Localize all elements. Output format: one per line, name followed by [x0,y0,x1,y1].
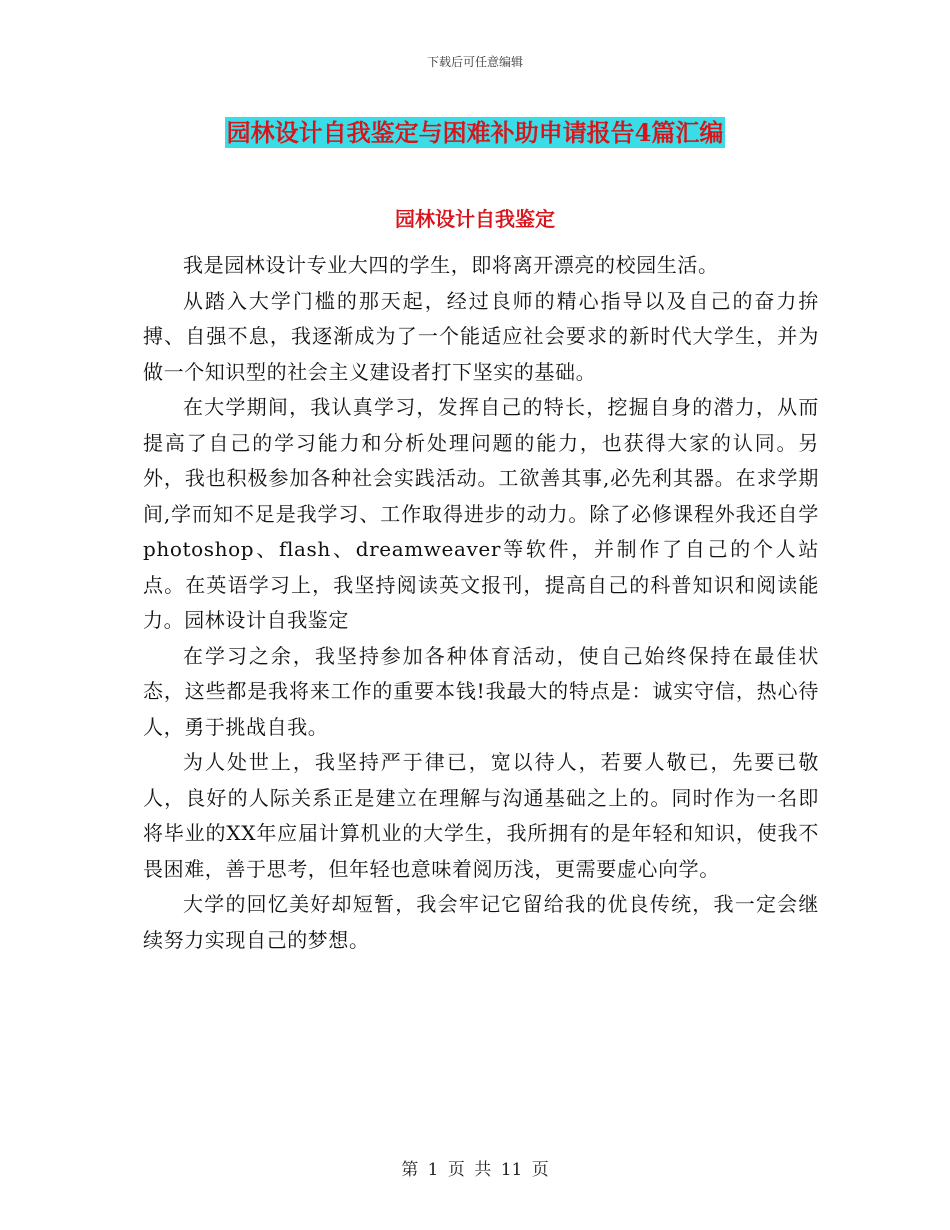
paragraph: 我是园林设计专业大四的学生，即将离开漂亮的校园生活。 [183,253,719,277]
body-text [143,248,819,958]
paragraph: 大学的回忆美好却短暂，我会牢记它留给我的优良传统，我一定会继续努力实现自己的梦想。 [143,892,819,952]
paragraph: 从踏入大学门槛的那天起，经过良师的精心指导以及自己的奋力拚搏、自强不息，我逐渐成为了一个能适应社会要求的新时代大学生，并为做一个知识型的社会主义建设者打下坚实的基础。 [143,288,819,384]
header-note: 下载后可任意编辑 [426,55,523,69]
section-title: 园林设计自我鉴定 [395,207,555,231]
paragraph: 为人处世上，我坚持严于律已，宽以待人，若要人敬已，先要已敬人，良好的人际关系正是建立在理解与沟通基础之上的。同时作为一名即将毕业的XX年应届计算机业的大学生，我所拥有的是年轻和知识，使我不畏困难，善于思考，但年轻也意味着阅历浅，更需要虚心向学。 [143,750,819,881]
document-title-text: 园林设计自我鉴定与困难补助申请报告4篇汇编 [226,118,724,147]
page-number: 第 1 页 共 11 页 [401,1160,549,1180]
paragraph: 在学习之余，我坚持参加各种体育活动，使自己始终保持在最佳状态，这些都是我将来工作的重要本钱!我最大的特点是：诚实守信，热心待人，勇于挑战自我。 [143,643,819,739]
document-title [0,113,950,148]
paragraph: 在大学期间，我认真学习，发挥自己的特长，挖掘自身的潜力，从而提高了自己的学习能力和分析处理问题的能力，也获得大家的认同。另外，我也积极参加各种社会实践活动。工欲善其事,必先利其器。在求学期间,学而知不足是我学习、工作取得进步的动力。除了必修课程外我还自学photoshop、flash、dreamweaver等软件，并制作了自己的个人站点。在英语学习上，我坚持阅读英文报刊，提高自己的科普知识和阅读能力。园林设计自我鉴定 [143,395,819,632]
